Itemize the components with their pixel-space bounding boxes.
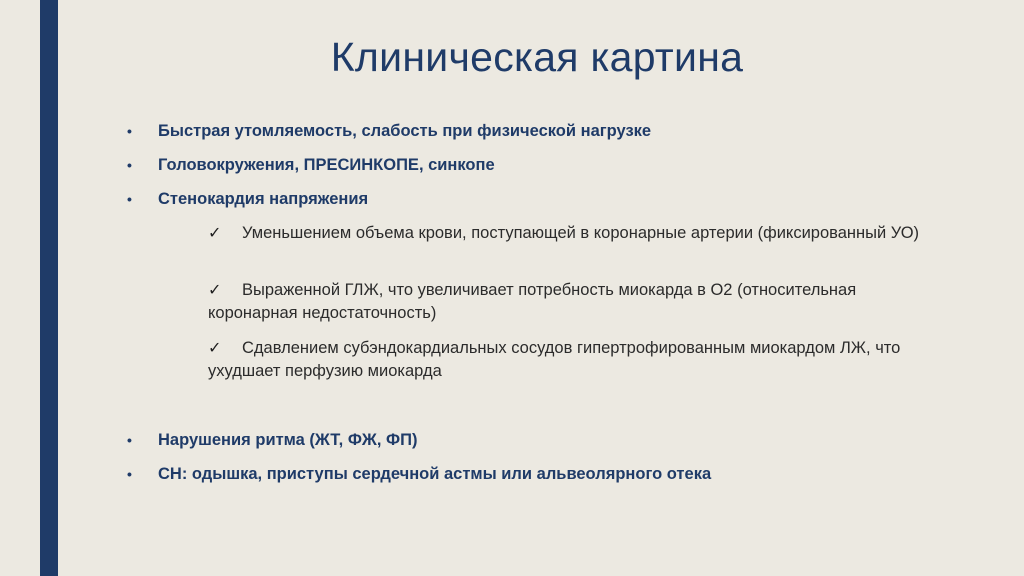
bullet-marker: •: [127, 432, 132, 448]
sub-item-text: Сдавлением субэндокардиальных сосудов гипертрофированным миокардом ЛЖ, что ухудшает перфузию миокарда: [208, 339, 901, 380]
bullet-text: СН: одышка, приступы сердечной астмы или альвеолярного отека: [158, 464, 712, 483]
sub-item-text: Выраженной ГЛЖ, что увеличивает потребность миокарда в О2 (относительная коронарная недостаточность): [208, 281, 857, 322]
bullet-item: [124, 188, 368, 210]
bullet-text: Быстрая утомляемость, слабость при физической нагрузке: [158, 121, 652, 140]
bullet-marker: •: [127, 191, 132, 207]
checkmark-icon: ✓: [208, 282, 222, 299]
bullet-text: Головокружения, ПРЕСИНКОПЕ, синкопе: [158, 155, 495, 174]
checkmark-icon: ✓: [208, 225, 222, 242]
bullet-text: Стенокардия напряжения: [158, 189, 369, 208]
bullet-item: [124, 463, 711, 485]
sub-list-item: [208, 222, 928, 245]
sub-list-item: [208, 279, 928, 325]
bullet-marker: •: [127, 466, 132, 482]
bullet-text: Нарушения ритма (ЖТ, ФЖ, ФП): [158, 430, 418, 449]
bullet-item: [124, 120, 651, 142]
bullet-item: [124, 429, 417, 451]
sub-list-item: [208, 337, 928, 383]
sub-item-text: Уменьшением объема крови, поступающей в коронарные артерии (фиксированный УО): [242, 224, 920, 242]
bullet-marker: •: [127, 157, 132, 173]
bullet-marker: •: [127, 123, 132, 139]
slide-title: Клиническая картина: [330, 34, 744, 80]
bullet-item: [124, 154, 495, 176]
checkmark-icon: ✓: [208, 340, 222, 357]
left-accent-bar: [40, 0, 58, 576]
